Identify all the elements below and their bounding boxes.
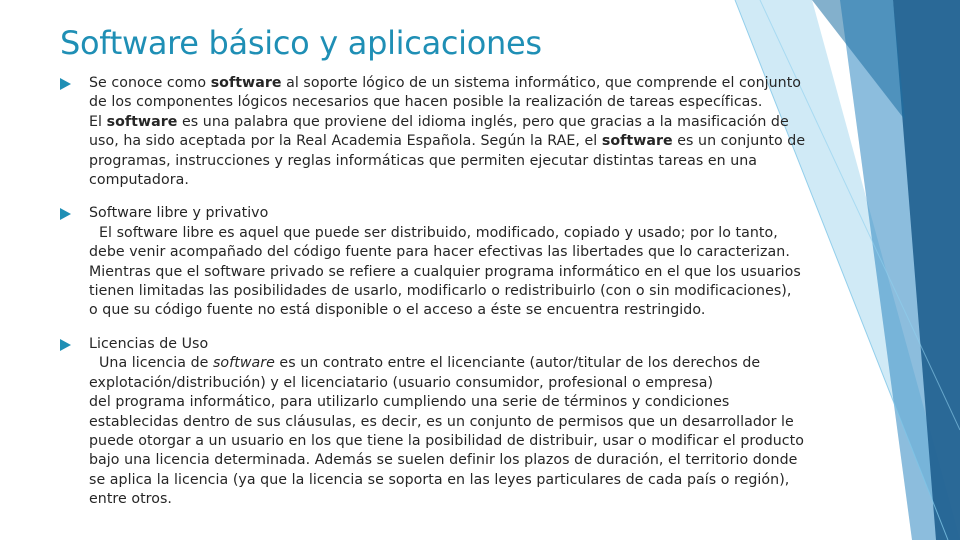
text-line: Una licencia de software es un contrato entre el licenciante (autor/titular de los derechos de [99,355,761,372]
content-list [60,74,900,510]
page-title: Software básico y aplicaciones [60,24,542,62]
item-heading: Software libre y privativo [89,205,269,222]
triangle-bullet-icon [60,339,71,351]
text-line: establecidas dentro de sus cláusulas, es decir, es un conjunto de permisos que un desarrollador le [89,413,794,430]
text-line: Mientras que el software privado se refiere a cualquier programa informático en el que los usuarios [89,263,801,280]
list-item-software-libre [60,204,900,320]
text-line: debe venir acompañado del código fuente para hacer efectivas las libertades que lo caracterizan. [89,244,790,261]
text-line: se aplica la licencia (ya que la licencia se soporta en las leyes particulares de cada país o región), [89,471,790,488]
text-line: o que su código fuente no está disponible o el acceso a éste se encuentra restringido. [89,302,706,319]
item-heading: Licencias de Uso [89,335,209,352]
text-line: bajo una licencia determinada. Además se suelen definir los plazos de duración, el territorio donde [89,452,798,469]
text-line: Se conoce como software al soporte lógico de un sistema informático, que comprende el conjunto [89,75,802,91]
text-line: entre otros. [89,491,172,508]
list-item-licencias [60,335,900,510]
text-line: del programa informático, para utilizarlo cumpliendo una serie de términos y condiciones [89,394,730,411]
text-line: uso, ha sido aceptada por la Real Academia Española. Según la RAE, el software es un conjunto de [89,133,806,150]
text-line: computadora. [89,172,189,189]
text-line: programas, instrucciones y reglas informáticas que permiten ejecutar distintas tareas en una [89,152,758,169]
text-line: El software libre es aquel que puede ser distribuido, modificado, copiado y usado; por lo tanto, [99,224,778,241]
text-line: de los componentes lógicos necesarios que hacen posible la realización de tareas específicas. [89,94,763,111]
list-item-software-definition [60,74,900,190]
text-line: tienen limitadas las posibilidades de usarlo, modificarlo o redistribuirlo (con o sin modificaciones), [89,283,792,300]
text-line: puede otorgar a un usuario en los que tiene la posibilidad de distribuir, usar o modificar el producto [89,432,804,449]
text-line: El software es una palabra que proviene del idioma inglés, pero que gracias a la masificación de [89,113,789,130]
triangle-bullet-icon [60,208,71,220]
text-line: explotación/distribución) y el licenciatario (usuario consumidor, profesional o empresa) [89,374,714,391]
triangle-bullet-icon [60,78,71,90]
